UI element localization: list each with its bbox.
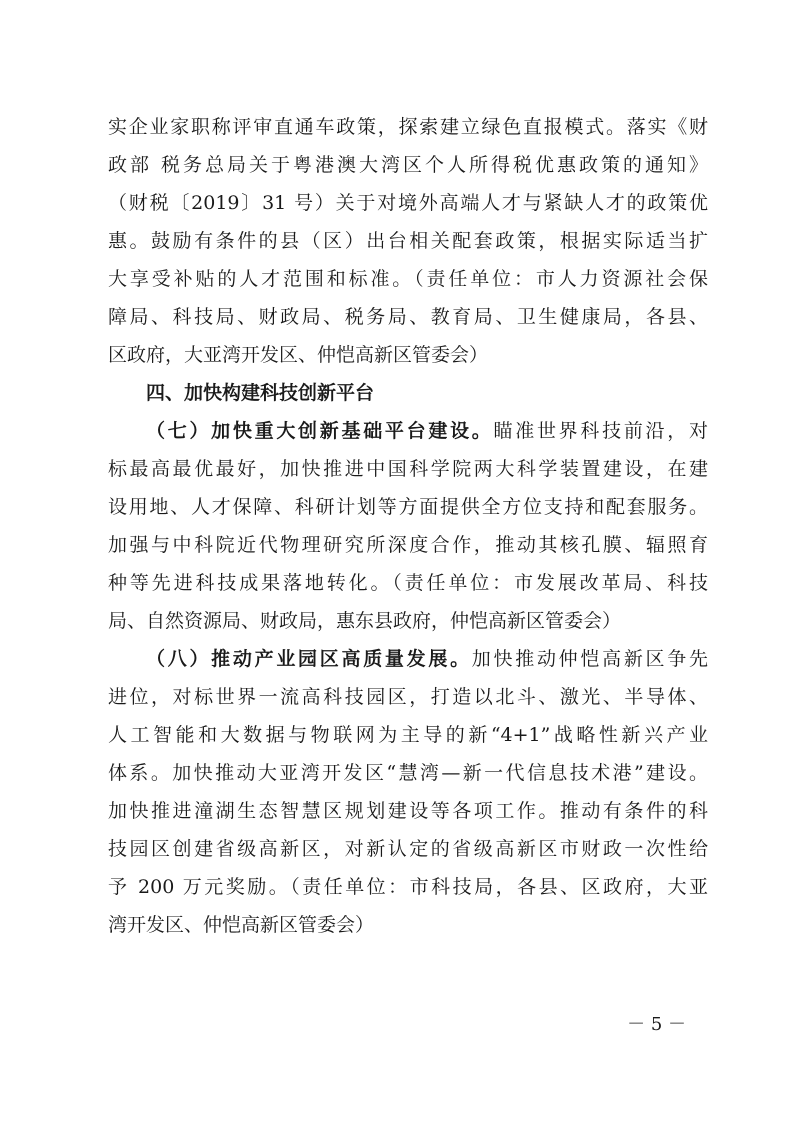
text-line: 人工智能和大数据与物联网为主导的新“4+1”战略性新兴产业: [108, 724, 708, 746]
text-line: [108, 412, 708, 450]
document-body: [108, 108, 708, 944]
text-line: 加强与中科院近代物理研究所深度合作，推动其核孔膜、辐照育: [108, 534, 708, 556]
text-line: 进位，对标世界一流高科技园区，打造以北斗、激光、半导体、: [108, 686, 708, 708]
text-line: 区政府，大亚湾开发区、仲恺高新区管委会）: [108, 344, 489, 366]
section-heading: 四、加快构建科技创新平台: [146, 382, 375, 404]
text-line: 予 200 万元奖励。（责任单位：市科技局，各县、区政府，大亚: [108, 876, 708, 898]
text-span: 加快推动仲恺高新区争先: [471, 648, 708, 670]
text-line: 惠。鼓励有条件的县（区）出台相关配套政策，根据实际适当扩: [108, 230, 708, 252]
text-line: 体系。加快推动大亚湾开发区“慧湾—新一代信息技术港”建设。: [108, 762, 708, 784]
text-line: （财税〔2019〕31 号）关于对境外高端人才与紧缺人才的政策优: [108, 192, 708, 214]
text-line: 障局、科技局、财政局、税务局、教育局、卫生健康局，各县、: [108, 306, 708, 328]
page-number: － 5 －: [627, 1014, 686, 1035]
text-line: 大享受补贴的人才范围和标准。（责任单位：市人力资源社会保: [108, 268, 708, 290]
text-span: 瞄准世界科技前沿，对: [493, 420, 708, 442]
paragraph-talent-policy: [108, 108, 708, 374]
text-line: 标最高最优最好，加快推进中国科学院两大科学装置建设，在建: [108, 458, 708, 480]
text-line: 局、自然资源局、财政局，惠东县政府，仲恺高新区管委会）: [108, 610, 622, 632]
paragraph-industrial-park: [108, 640, 708, 944]
text-line: 技园区创建省级高新区，对新认定的省级高新区市财政一次性给: [108, 838, 708, 860]
text-line: [108, 640, 708, 678]
paragraph-innovation-platform: [108, 412, 708, 640]
text-line: 实企业家职称评审直通车政策，探索建立绿色直报模式。落实《财: [108, 116, 708, 138]
paragraph-lead: （七）加快重大创新基础平台建设。: [146, 420, 494, 442]
text-line: 设用地、人才保障、科研计划等方面提供全方位支持和配套服务。: [108, 496, 708, 518]
text-line: 种等先进科技成果落地转化。（责任单位：市发展改革局、科技: [108, 572, 708, 594]
text-line: 政部 税务总局关于粤港澳大湾区个人所得税优惠政策的通知》: [108, 154, 708, 176]
paragraph-lead: （八）推动产业园区高质量发展。: [146, 648, 472, 670]
text-line: 湾开发区、仲恺高新区管委会）: [108, 914, 375, 936]
text-line: 加快推进潼湖生态智慧区规划建设等各项工作。推动有条件的科: [108, 800, 708, 822]
